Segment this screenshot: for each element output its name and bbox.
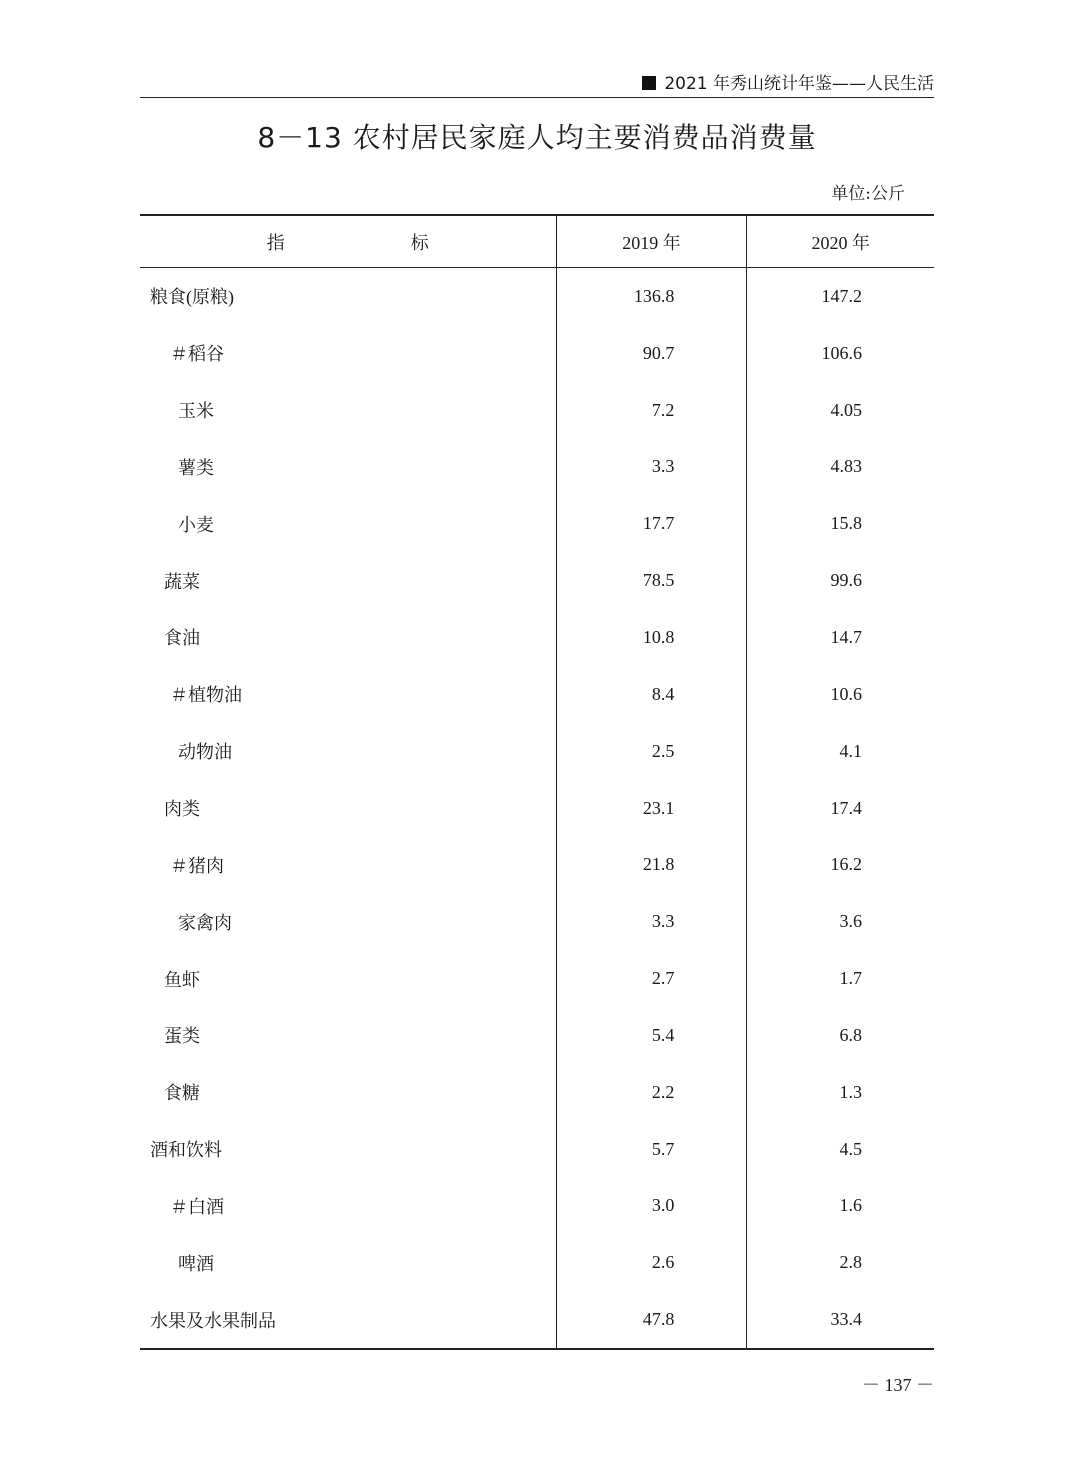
row-value-2019: 136.8 — [556, 268, 747, 325]
row-value-2020: 16.2 — [830, 854, 862, 875]
row-value-2020: 4.5 — [839, 1138, 862, 1159]
row-indicator: 食油 — [140, 609, 556, 666]
table-row — [140, 382, 934, 439]
row-value-2019: 3.3 — [556, 893, 747, 950]
row-value-2020: 10.6 — [830, 683, 862, 704]
table-row — [140, 780, 934, 837]
row-value-2020: 14.7 — [830, 626, 862, 647]
header-2019: 2019 年 — [556, 215, 747, 268]
row-indicator: 蔬菜 — [140, 552, 556, 609]
header-rule — [140, 97, 934, 98]
table-row — [140, 1291, 934, 1349]
row-indicator: 玉米 — [140, 382, 556, 439]
square-bullet-icon — [642, 76, 656, 90]
row-value-2019: 21.8 — [556, 836, 747, 893]
row-value-2020: 3.6 — [839, 911, 862, 932]
row-indicator: 肉类 — [140, 780, 556, 837]
row-value-2019: 2.5 — [556, 723, 747, 780]
row-value-2020: 4.05 — [830, 399, 862, 420]
row-value-2019: 2.7 — [556, 950, 747, 1007]
row-value-2020: 4.83 — [830, 456, 862, 477]
table-row — [140, 495, 934, 552]
page-number: － 137 － — [862, 1375, 934, 1395]
row-indicator: 食糖 — [140, 1064, 556, 1121]
row-value-2020: 33.4 — [830, 1309, 862, 1330]
table-row — [140, 893, 934, 950]
row-value-2020: 1.7 — [839, 968, 862, 989]
row-indicator: ＃稻谷 — [140, 325, 556, 382]
row-value-2020: 1.3 — [839, 1081, 862, 1102]
table-row — [140, 723, 934, 780]
row-value-2019: 2.2 — [556, 1064, 747, 1121]
consumption-table — [140, 214, 934, 1350]
row-value-2019: 47.8 — [556, 1291, 747, 1349]
page-title: 8－13 农村居民家庭人均主要消费品消费量 — [257, 121, 817, 154]
row-indicator: ＃猪肉 — [140, 836, 556, 893]
row-value-2019: 8.4 — [556, 666, 747, 723]
row-indicator: 粮食(原粮) — [140, 268, 556, 325]
table-row — [140, 552, 934, 609]
row-value-2020: 147.2 — [821, 285, 862, 306]
row-value-2019: 17.7 — [556, 495, 747, 552]
row-value-2019: 7.2 — [556, 382, 747, 439]
row-value-2020: 15.8 — [830, 513, 862, 534]
row-value-2019: 90.7 — [556, 325, 747, 382]
header-indicator: 指 标 — [140, 215, 556, 268]
table-row — [140, 439, 934, 496]
row-value-2019: 5.7 — [556, 1121, 747, 1178]
row-indicator: 薯类 — [140, 439, 556, 496]
table-row — [140, 1121, 934, 1178]
table-row — [140, 1007, 934, 1064]
row-value-2020: 17.4 — [830, 797, 862, 818]
row-indicator: 蛋类 — [140, 1007, 556, 1064]
row-value-2019: 23.1 — [556, 780, 747, 837]
row-indicator: 鱼虾 — [140, 950, 556, 1007]
table-row — [140, 609, 934, 666]
row-value-2020: 2.8 — [839, 1252, 862, 1273]
table-row — [140, 1234, 934, 1291]
unit-label: 单位:公斤 — [831, 184, 905, 204]
row-value-2019: 3.0 — [556, 1178, 747, 1235]
row-indicator: 家禽肉 — [140, 893, 556, 950]
row-indicator: ＃植物油 — [140, 666, 556, 723]
header-2020: 2020 年 — [747, 215, 934, 268]
table-row — [140, 666, 934, 723]
row-indicator: 水果及水果制品 — [140, 1291, 556, 1349]
row-indicator: 动物油 — [140, 723, 556, 780]
running-head-text: 2021 年秀山统计年鉴——人民生活 — [664, 74, 934, 94]
row-value-2019: 5.4 — [556, 1007, 747, 1064]
table-row — [140, 1064, 934, 1121]
row-value-2020: 99.6 — [830, 570, 862, 591]
row-value-2020: 4.1 — [839, 740, 862, 761]
row-value-2020: 106.6 — [821, 342, 862, 363]
row-indicator: 小麦 — [140, 495, 556, 552]
row-indicator: 啤酒 — [140, 1234, 556, 1291]
row-value-2019: 3.3 — [556, 439, 747, 496]
row-indicator: ＃白酒 — [140, 1178, 556, 1235]
table-header-row — [140, 215, 934, 268]
running-head — [140, 70, 934, 98]
row-value-2019: 78.5 — [556, 552, 747, 609]
table-row — [140, 950, 934, 1007]
table-row — [140, 268, 934, 325]
row-value-2020: 6.8 — [839, 1024, 862, 1045]
row-value-2020: 1.6 — [839, 1195, 862, 1216]
table-row — [140, 836, 934, 893]
table-row — [140, 325, 934, 382]
table-row — [140, 1178, 934, 1235]
row-indicator: 酒和饮料 — [140, 1121, 556, 1178]
row-value-2019: 2.6 — [556, 1234, 747, 1291]
row-value-2019: 10.8 — [556, 609, 747, 666]
